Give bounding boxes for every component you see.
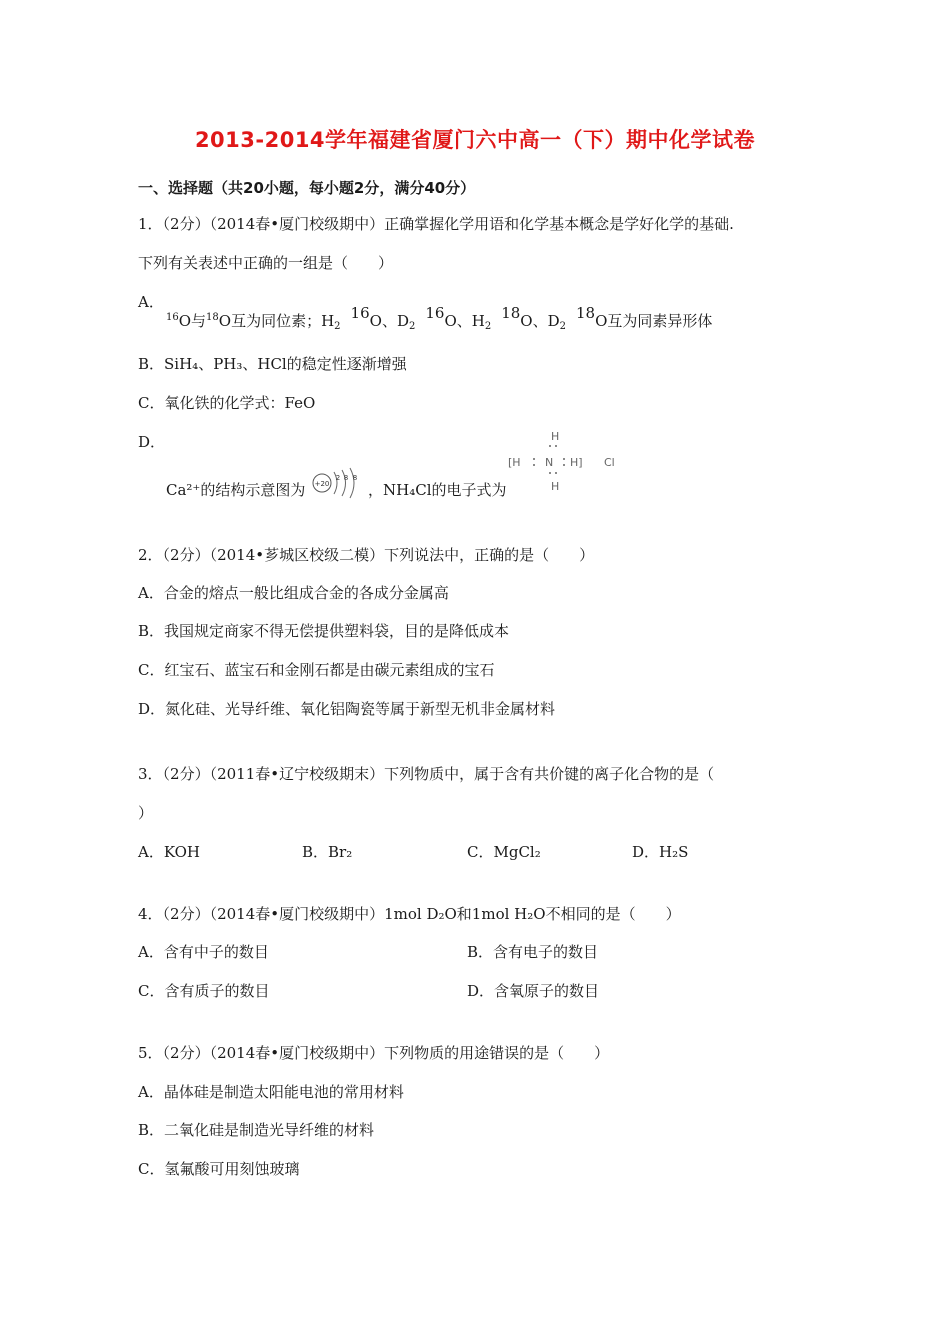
q4-option-c: C．含有质子的数目 (138, 982, 270, 1000)
q1-option-a-label: A． (138, 293, 164, 311)
ef-center-n: N (545, 456, 554, 469)
q3-option-a: A．KOH (138, 843, 201, 861)
ef-bottom-h: H (551, 480, 560, 493)
nh4cl-electron-formula (506, 428, 626, 494)
q5-option-c: C．氢氟酸可用刻蚀玻璃 (138, 1160, 300, 1178)
q2-option-c: C．红宝石、蓝宝石和金刚石都是由碳元素组成的宝石 (138, 661, 495, 679)
q1-option-b: B．SiH₄、PH₃、HCl的稳定性逐渐增强 (138, 355, 407, 373)
q3-option-d: D．H₂S (632, 843, 689, 861)
q4-option-b: B．含有电子的数目 (467, 943, 599, 961)
q2-option-a: A．合金的熔点一般比组成合金的各成分金属高 (138, 584, 449, 602)
iso-mass-18: 18 (206, 312, 219, 323)
q5-stem: 5．（2分）（2014春•厦门校级期中）下列物质的用途错误的是（ ） (138, 1044, 610, 1062)
section-heading: 一、选择题（共20小题，每小题2分，满分40分） (138, 179, 476, 197)
q4-option-d: D．含氧原子的数目 (467, 982, 600, 1000)
q5-option-a: A．晶体硅是制造太阳能电池的常用材料 (138, 1083, 404, 1101)
shell-3-count: 8 (352, 474, 358, 482)
q1-stem-line1: 1．（2分）（2014春•厦门校级期中）正确掌握化学用语和化学基本概念是学好化学的基础. (138, 215, 734, 233)
ef-cl: Cl (604, 456, 615, 469)
q2-option-b: B．我国规定商家不得无偿提供塑料袋，目的是降低成本 (138, 622, 510, 640)
q1-option-c: C．氧化铁的化学式：FeO (138, 394, 316, 412)
q3-option-c: C．MgCl₂ (467, 843, 541, 861)
shell-2-count: 8 (343, 474, 349, 482)
q3-stem-line2: ） (138, 804, 154, 822)
q2-stem: 2．（2分）（2014•芗城区校级二模）下列说法中，正确的是（ ） (138, 546, 595, 564)
q3-option-b: B．Br₂ (302, 843, 353, 861)
q2-option-d: D．氮化硅、光导纤维、氧化铝陶瓷等属于新型无机非金属材料 (138, 700, 556, 718)
q1-stem-line2: 下列有关表述中正确的一组是（ ） (138, 254, 394, 272)
iso-mass-16: 16 (166, 312, 179, 323)
ef-top-h: H (551, 430, 560, 443)
q1-option-d-text2: ，NH₄Cl的电子式为 (368, 481, 507, 499)
q1-option-d-label: D． (138, 433, 166, 451)
q3-stem-line1: 3．（2分）（2011春•辽宁校级期末）下列物质中，属于含有共价键的离子化合物的是（ (138, 765, 715, 783)
q4-option-a: A．含有中子的数目 (138, 943, 269, 961)
q1-option-a: $^{16}$O与$^{18}$O互为同位素；$H_216O$、$D_216O$、$H_218O$、$D_218O$互为同素异形体 (166, 304, 713, 332)
q4-stem: 4．（2分）（2014春•厦门校级期中）1mol D₂O和1mol H₂O不相同的是（ ） (138, 905, 681, 923)
shell-1-count: 2 (335, 474, 341, 482)
ef-right: H] (570, 456, 583, 469)
q5-option-b: B．二氧化硅是制造光导纤维的材料 (138, 1121, 375, 1139)
page-title: 2013-2014学年福建省厦门六中高一（下）期中化学试卷 (194, 128, 756, 152)
nucleus-charge: +20 (314, 480, 330, 488)
ca-ion-structure-diagram (310, 466, 368, 500)
q1-option-d-text1: Ca²⁺的结构示意图为 (166, 481, 306, 499)
ef-left: [H (508, 456, 521, 469)
